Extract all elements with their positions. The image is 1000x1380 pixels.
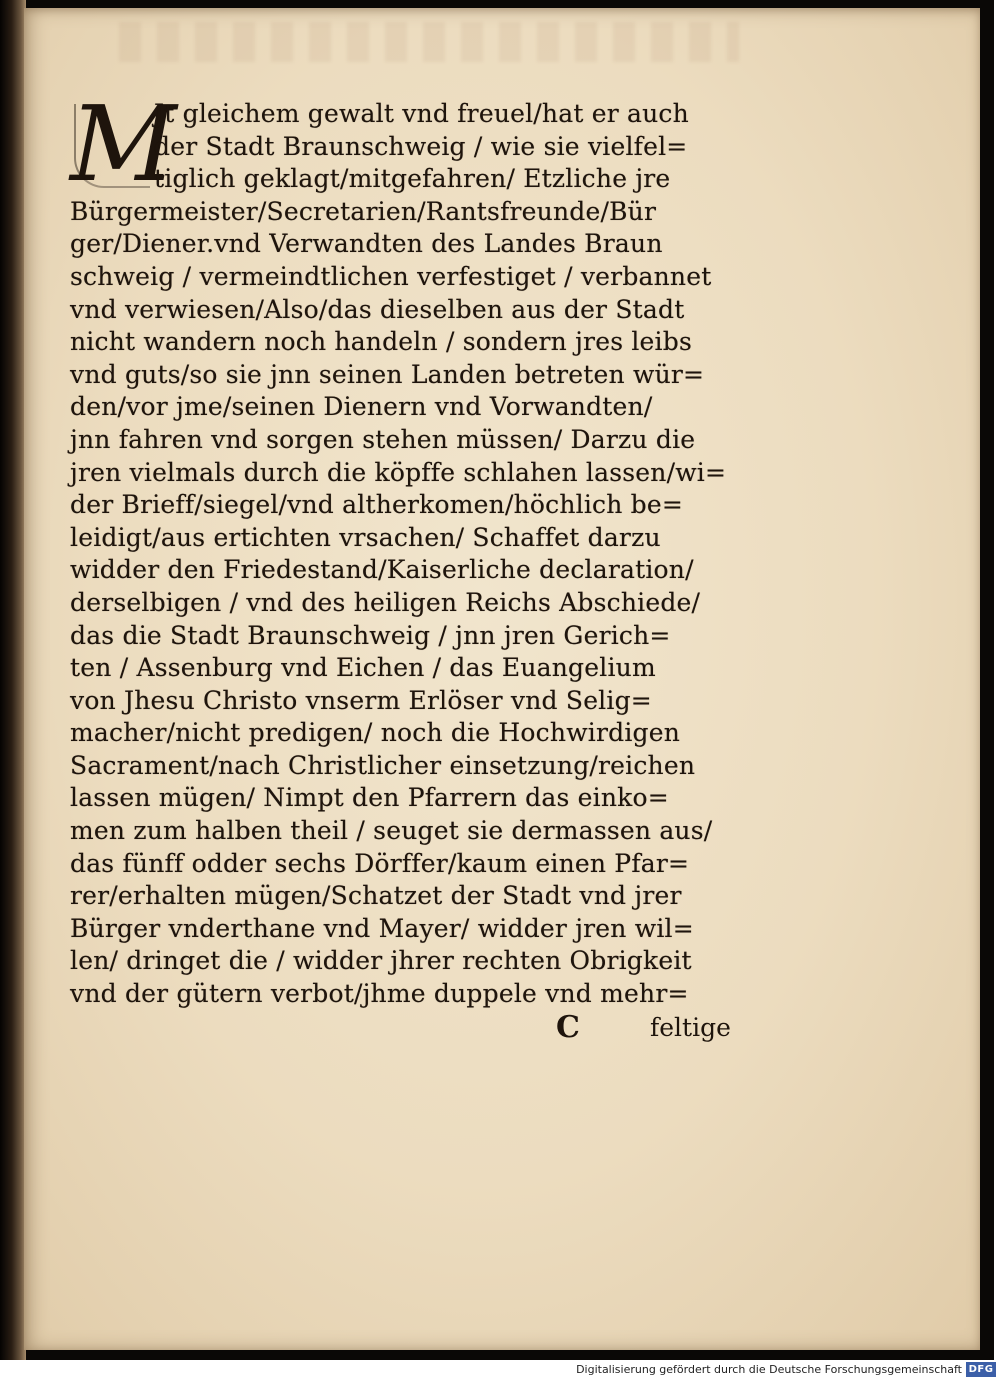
text-line: lassen mügen/ Nimpt den Pfarrern das einko=	[70, 783, 669, 813]
text-line: macher/nicht predigen/ noch die Hochwirdigen	[70, 718, 681, 748]
text-line: widder den Friedestand/Kaiserliche declaration/	[70, 555, 694, 585]
text-line: das fünff odder sechs Dörffer/kaum einen Pfar=	[70, 848, 690, 878]
text-line: rer/erhalten mügen/Schatzet der Stadt vnd jrer	[70, 881, 682, 911]
text-line: nicht wandern noch handeln / sondern jres leibs	[70, 327, 692, 357]
text-line: vnd guts/so sie jnn seinen Landen betreten wür=	[70, 359, 705, 389]
text-line: Jt gleichem gewalt vnd freuel/hat er auch	[154, 99, 689, 128]
text-line: Bürgermeister/Secretarien/Rantsfreunde/Bür	[70, 196, 657, 226]
text-line: derselbigen / vnd des heiligen Reichs Abschiede/	[70, 587, 701, 617]
text-line: vnd verwiesen/Also/das dieselben aus der Stadt	[70, 294, 685, 324]
binding-edge	[0, 0, 26, 1360]
show-through-text	[119, 22, 739, 62]
footer-bar	[0, 1360, 1000, 1380]
text-line: schweig / vermeindtlichen verfestiget / verbannet	[70, 261, 712, 291]
text-line: leidigt/aus ertichten vrsachen/ Schaffet darzu	[70, 522, 661, 552]
dfg-logo-icon: DFG	[966, 1362, 996, 1377]
text-line: das die Stadt Braunschweig / jnn jren Gerich=	[70, 620, 671, 650]
text-line: tiglich geklagt/mitgefahren/ Etzliche jre	[154, 164, 671, 194]
body-text	[70, 83, 740, 1011]
text-line: vnd der gütern verbot/jhme duppele vnd mehr=	[70, 979, 689, 1009]
text-line: den/vor jme/seinen Dienern vnd Vorwandten/	[70, 392, 653, 422]
drop-cap-initial: M	[70, 83, 177, 205]
signature-mark: C	[556, 1010, 580, 1045]
text-line: der Brieff/siegel/vnd altherkomen/höchlich be=	[70, 490, 684, 520]
text-line: jnn fahren vnd sorgen stehen müssen/ Darzu die	[70, 424, 696, 454]
text-line: von Jhesu Christo vnserm Erlöser vnd Selig=	[70, 685, 652, 715]
text-line: ger/Diener.vnd Verwandten des Landes Braun	[70, 229, 663, 259]
text-line: len/ dringet die / widder jhrer rechten Obrigkeit	[70, 946, 692, 976]
text-line: men zum halben theil / seuget sie dermassen aus/	[70, 816, 713, 846]
catchword: feltige	[650, 1013, 731, 1042]
text-line: Sacrament/nach Christlicher einsetzung/reichen	[70, 750, 696, 780]
text-line: der Stadt Braunschweig / wie sie vielfel=	[154, 131, 688, 161]
text-line: ten / Assenburg vnd Eichen / das Euangelium	[70, 653, 656, 683]
text-line: jren vielmals durch die köpffe schlahen lassen/wi=	[70, 457, 727, 487]
text-line: Bürger vnderthane vnd Mayer/ widder jren wil=	[70, 913, 694, 943]
funding-credit: Digitalisierung gefördert durch die Deutsche Forschungsgemeinschaft	[576, 1363, 962, 1376]
